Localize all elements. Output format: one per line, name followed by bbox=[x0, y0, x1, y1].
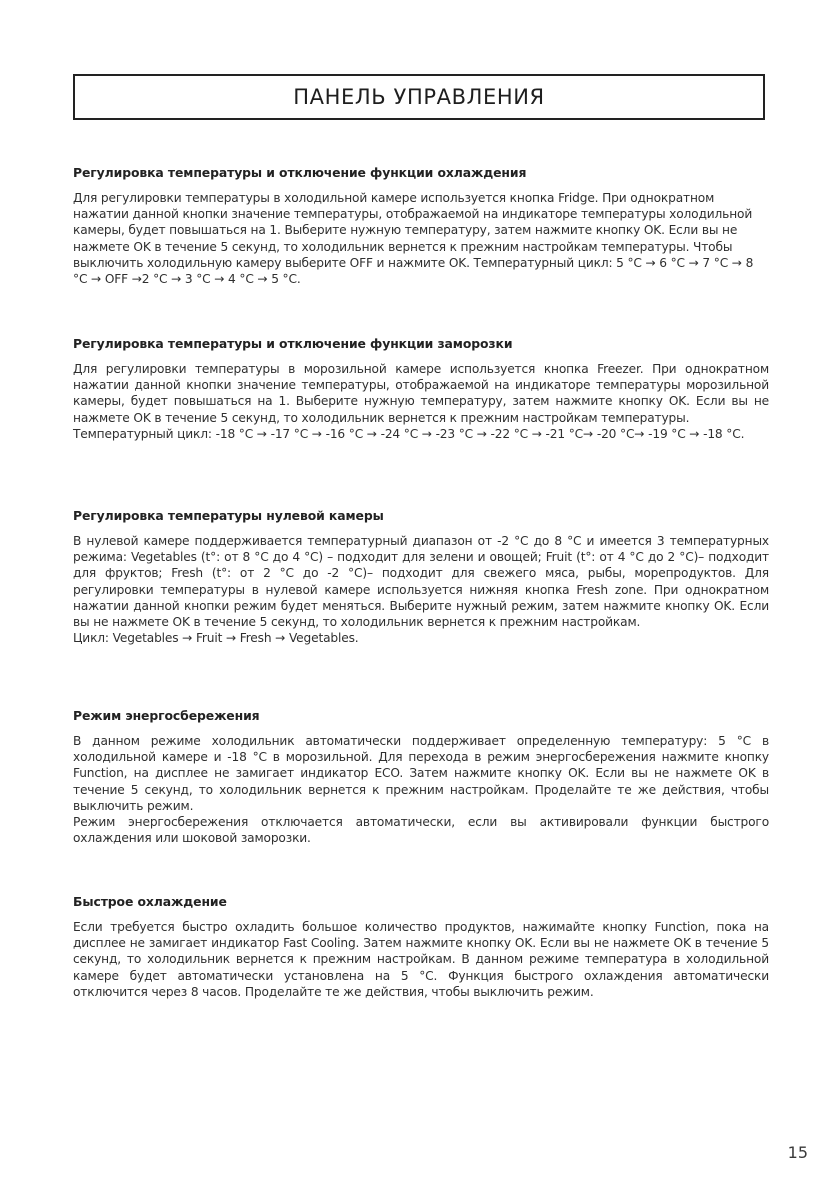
section-fridge-temperature bbox=[73, 165, 769, 287]
section-fast-cooling bbox=[73, 894, 769, 1000]
section-paragraph: В данном режиме холодильник автоматически поддерживает определенную температуру: 5 °C в холодильной камере и -18 °C в морозильной. Для перехода в режим энергосбережения нажмите кнопку Function, на дисплее не замигает индикатор ECO. Затем нажмите кнопку OK. Если вы не нажмете OK в течение 5 секунд, то холодильник вернется к прежним настройкам. Проделайте те же действия, чтобы выключить режим. bbox=[73, 734, 769, 813]
section-paragraph: Для регулировки температуры в морозильной камере используется кнопка Freezer. При однократном нажатии данной кнопки значение температуры, отображаемой на индикаторе температуры морозильной камеры, будет повышаться на 1. Выберите нужную температуру, затем нажмите кнопку OK. Если вы не нажмете OK в течение 5 секунд, то холодильник вернется к прежним настройкам температуры. bbox=[73, 362, 769, 425]
section-paragraph: Если требуется быстро охладить большое количество продуктов, нажимайте кнопку Function, пока на дисплее не замигает индикатор Fast Cooling. Затем нажмите кнопку OK. Если вы не нажмете OK в течение 5 секунд, то холодильник вернется к прежним настройкам. В данном режиме температура в холодильной камере будет автоматически установлена на 5 °C. Функция быстрого охлаждения автоматически отключится через 8 часов. Проделайте те же действия, чтобы выключить режим. bbox=[73, 920, 769, 999]
section-energy-saving bbox=[73, 708, 769, 846]
section-heading: Регулировка температуры и отключение функции охлаждения bbox=[73, 165, 527, 180]
section-freezer-temperature bbox=[73, 336, 769, 442]
section-zero-chamber bbox=[73, 508, 769, 646]
section-heading: Режим энергосбережения bbox=[73, 708, 260, 723]
page-number: 15 bbox=[787, 1143, 808, 1162]
page-title-box bbox=[73, 74, 765, 120]
page-title: ПАНЕЛЬ УПРАВЛЕНИЯ bbox=[293, 85, 545, 109]
section-heading: Регулировка температуры нулевой камеры bbox=[73, 508, 384, 523]
section-paragraph: В нулевой камере поддерживается температурный диапазон от -2 °C до 8 °C и имеется 3 температурных режима: Vegetables (t°: от 8 °C до 4 °C) – подходит для зелени и овощей; Fruit (t°: от 4 °C до 2 °C)– подходит для фруктов; Fresh (t°: от 2 °C до -2 °C)– подходит для свежего мяса, рыбы, морепродуктов. Для регулировки температуры в нулевой камере используется нижняя кнопка Fresh zone. При однократном нажатии данной кнопки режим будет меняться. Выберите нужный режим, затем нажмите кнопку OK. Если вы не нажмете OK в течение 5 секунд, то холодильник вернется к прежним настройкам. bbox=[73, 534, 769, 630]
section-heading: Быстрое охлаждение bbox=[73, 894, 227, 909]
section-paragraph: Режим энергосбережения отключается автоматически, если вы активировали функции быстрого охлаждения или шоковой заморозки. bbox=[73, 815, 769, 846]
section-paragraph: Для регулировки температуры в холодильной камере используется кнопка Fridge. При однократном нажатии данной кнопки значение температуры, отображаемой на индикаторе температуры холодильной камеры, будет повышаться на 1. Выберите нужную температуру, затем нажмите кнопку OK. Если вы не нажмете OK в течение 5 секунд, то холодильник вернется к прежним настройкам температуры. Чтобы выключить холодильную камеру выберите OFF и нажмите OK. Температурный цикл: 5 °C → 6 °C → 7 °C → 8 °C → OFF →2 °C → 3 °C → 4 °C → 5 °C. bbox=[73, 191, 754, 287]
section-paragraph: Цикл: Vegetables → Fruit → Fresh → Vegetables. bbox=[73, 631, 359, 646]
section-heading: Регулировка температуры и отключение функции заморозки bbox=[73, 336, 513, 351]
section-paragraph: Температурный цикл: -18 °C → -17 °C → -16 °C → -24 °C → -23 °C → -22 °C → -21 °C→ -20 °C→ -19 °C → -18 °C. bbox=[73, 426, 745, 441]
